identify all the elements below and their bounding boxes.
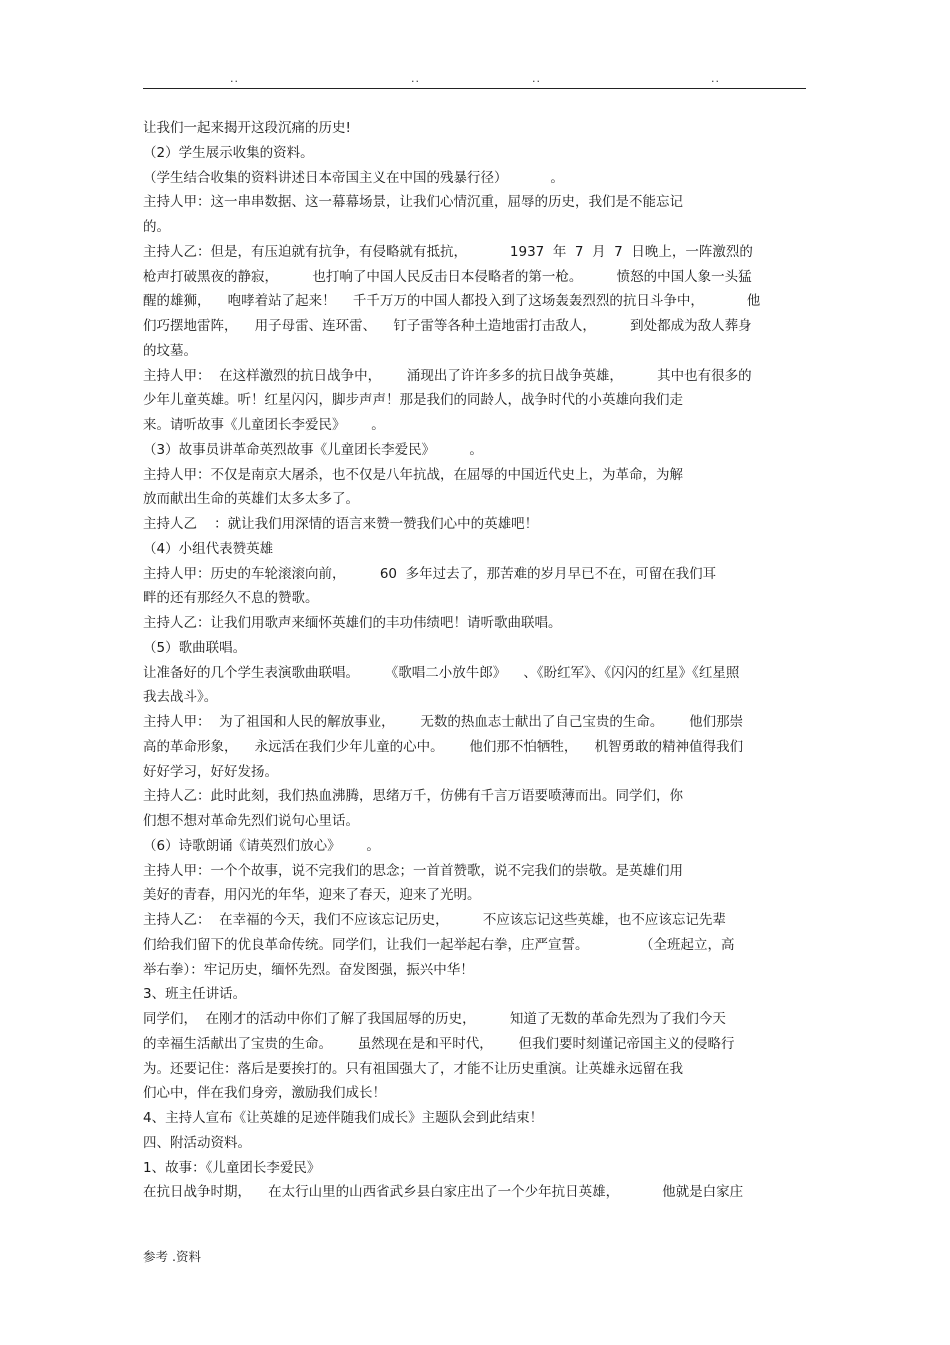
text-line: 的坟墓。: [143, 342, 197, 359]
text-line: 主持人乙：但是，有压迫就有抗争，有侵略就有抵抗， 1937 年 7 月 7 日晚上，一阵激烈的: [143, 243, 753, 260]
text-line: 四、附活动资料。: [143, 1134, 251, 1151]
header-mark: ..: [711, 72, 720, 85]
text-line: 主持人乙：让我们用歌声来缅怀英雄们的丰功伟绩吧！请听歌曲联唱。: [143, 615, 562, 631]
text-line: （4）小组代表赞英雄: [143, 540, 274, 557]
text-line: 们巧摆地雷阵， 用子母雷、连环雷、 钉子雷等各种土造地雷打击敌人， 到处都成为敌人葬身: [143, 318, 752, 334]
text-line: 主持人乙：此时此刻，我们热血沸腾，思绪万千，仿佛有千言万语要喷薄而出。同学们，你: [143, 788, 683, 805]
text-line: 1、故事：《儿童团长李爱民》: [143, 1159, 321, 1176]
text-line: 为。还要记住：落后是要挨打的。只有祖国强大了，才能不让历史重演。让英雄永远留在我: [143, 1060, 683, 1077]
text-line: 枪声打破黑夜的静寂， 也打响了中国人民反击日本侵略者的第一枪。 愤怒的中国人象一头猛: [143, 268, 752, 285]
text-line: （学生结合收集的资料讲述日本帝国主义在中国的残暴行径） 。: [143, 169, 564, 186]
text-line: 3、班主任讲话。: [143, 986, 247, 1003]
text-line: 主持人乙： 在幸福的今天，我们不应该忘记历史， 不应该忘记这些英雄，也不应该忘记先辈: [143, 912, 726, 928]
document-body: [143, 116, 808, 1205]
text-line: （3）故事员讲革命英烈故事《儿童团长李爱民》 。: [143, 441, 483, 458]
text-line: 们给我们留下的优良革命传统。同学们，让我们一起举起右拳，庄严宣誓。 （全班起立，高: [143, 936, 735, 953]
text-line: 在抗日战争时期， 在太行山里的山西省武乡县白家庄出了一个少年抗日英雄， 他就是白家庄: [143, 1184, 744, 1201]
text-line: 们想不想对革命先烈们说句心里话。: [143, 813, 359, 829]
text-line: 主持人甲：不仅是南京大屠杀，也不仅是八年抗战，在屈辱的中国近代史上，为革命，为解: [143, 466, 683, 483]
header-mark: ..: [230, 72, 239, 85]
text-line: （6）诗歌朗诵《请英烈们放心》 。: [143, 837, 380, 854]
page-footer: 参考 .资料: [143, 1249, 201, 1264]
text-line: 醒的雄狮， 咆哮着站了起来！ 千千万万的中国人都投入到了这场轰轰烈烈的抗日斗争中， 他: [143, 293, 761, 310]
text-line: 畔的还有那经久不息的赞歌。: [143, 590, 319, 607]
text-line: 让准备好的几个学生表演歌曲联唱。 《歌唱二小放牛郎》 、《盼红军》、《闪闪的红星》《红星照: [143, 664, 740, 681]
text-line: 同学们， 在刚才的活动中你们了解了我国屈辱的历史， 知道了无数的革命先烈为了我们今天: [143, 1011, 726, 1027]
text-line: 美好的青春，用闪光的年华，迎来了春天，迎来了光明。: [143, 887, 481, 904]
text-line: 主持人乙 ：就让我们用深情的语言来赞一赞我们心中的英雄吧！: [143, 516, 539, 532]
text-line: 举右拳）：牢记历史，缅怀先烈。奋发图强，振兴中华！: [143, 961, 474, 978]
header-mark: ..: [532, 72, 541, 85]
text-line: 好好学习，好好发扬。: [143, 763, 278, 780]
text-line: 主持人甲： 为了祖国和人民的解放事业， 无数的热血志士献出了自己宝贵的生命。 他们那崇: [143, 714, 744, 730]
text-line: （2）学生展示收集的资料。: [143, 144, 314, 161]
text-line: 主持人甲： 在这样激烈的抗日战争中， 涌现出了许许多多的抗日战争英雄， 其中也有很多的: [143, 367, 752, 384]
text-line: 来。请听故事《儿童团长李爱民》 。: [143, 417, 385, 433]
text-line: 们心中，伴在我们身旁，激励我们成长！: [143, 1085, 386, 1102]
text-line: 的幸福生活献出了宝贵的生命。 虽然现在是和平时代， 但我们要时刻谨记帝国主义的侵略行: [143, 1035, 735, 1052]
text-line: 让我们一起来揭开这段沉痛的历史!: [143, 120, 351, 136]
text-line: 的。: [143, 219, 170, 235]
text-line: 我去战斗》。: [143, 689, 218, 706]
text-line: 主持人甲：这一串串数据、这一幕幕场景，让我们心情沉重，屈辱的历史，我们是不能忘记: [143, 194, 683, 211]
text-line: （5）歌曲联唱。: [143, 639, 247, 656]
text-line: 主持人甲：历史的车轮滚滚向前， 60 多年过去了，那苦难的岁月早已不在，可留在我们耳: [143, 565, 717, 582]
text-line: 少年儿童英雄。听！红星闪闪，脚步声声！那是我们的同龄人，战争时代的小英雄向我们走: [143, 392, 683, 409]
page-header-marks: [0, 72, 950, 86]
text-line: 放而献出生命的英雄们太多太多了。: [143, 491, 359, 508]
header-rule: [143, 88, 806, 89]
text-line: 4、主持人宣布《让英雄的足迹伴随我们成长》主题队会到此结束！: [143, 1110, 544, 1126]
header-mark: ..: [411, 72, 420, 85]
text-line: 高的革命形象， 永远活在我们少年儿童的心中。 他们那不怕牺牲， 机智勇敢的精神值得我们: [143, 738, 744, 755]
text-line: 主持人甲：一个个故事，说不完我们的思念；一首首赞歌，说不完我们的崇敬。是英雄们用: [143, 862, 683, 879]
